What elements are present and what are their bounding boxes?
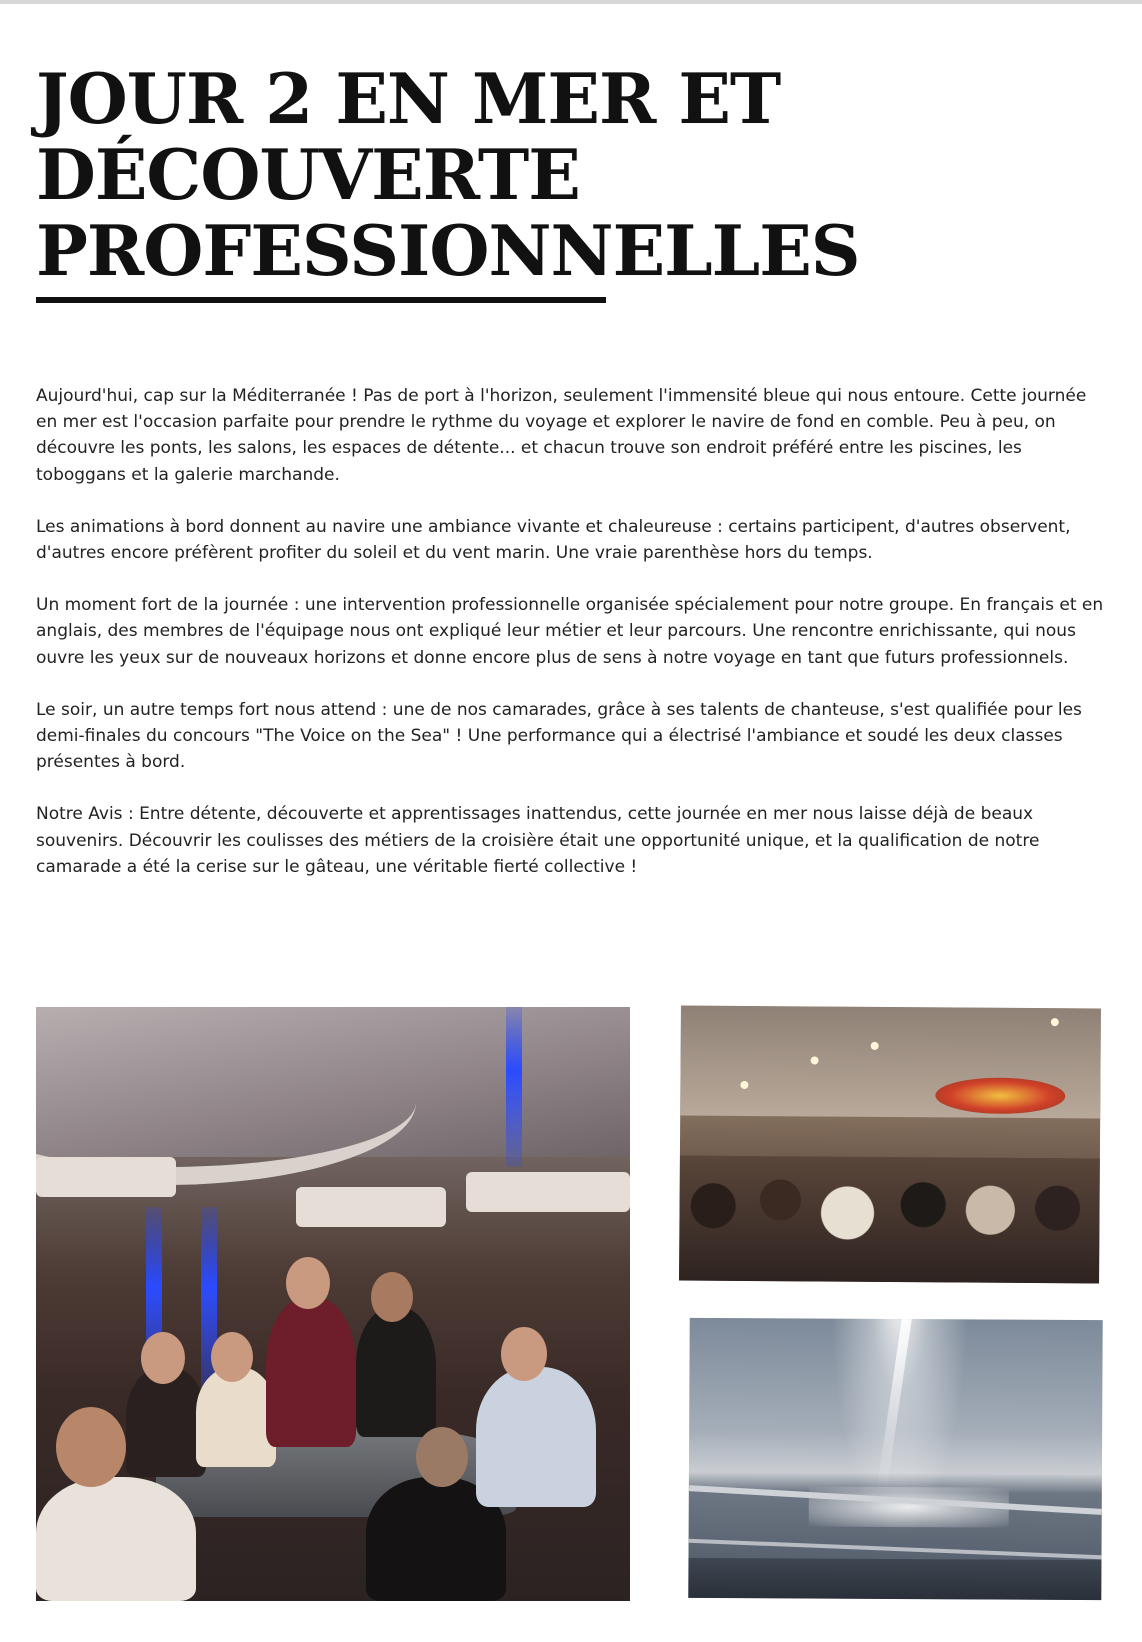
photo-person — [266, 1297, 356, 1447]
photo-person — [356, 1307, 436, 1437]
photo-audience — [679, 1156, 1100, 1284]
photo-person — [36, 1477, 196, 1601]
article-body — [36, 383, 1106, 906]
title-line-3: PROFESSIONNELLES — [36, 211, 860, 292]
photo-sea-view — [688, 1318, 1102, 1600]
paragraph-intro: Aujourd'hui, cap sur la Méditerranée ! Pas de port à l'horizon, seulement l'immensité bleue qui nous entoure. Cette journée en mer est l'occasion parfaite pour prendre le rythme du voyage et explorer le navire de fond en comble. Peu à peu, on découvre les ponts, les salons, les espaces de détente... et chacun trouve son endroit préféré entre les piscines, les toboggans et la galerie marchande. — [36, 386, 1087, 485]
photo-ceiling-light — [811, 1056, 819, 1064]
photo-person-head — [371, 1272, 413, 1322]
photo-ceiling-light — [871, 1042, 879, 1050]
title-line-2: DÉCOUVERTE — [36, 135, 580, 216]
photo-vent — [466, 1172, 630, 1212]
top-border — [0, 0, 1142, 4]
paragraph-animations: Les animations à bord donnent au navire une ambiance vivante et chaleureuse : certains participent, d'autres observent, d'autres encore préfèrent profiter du soleil et du vent marin. Une vraie parenthèse hors du temps. — [36, 516, 1071, 564]
photo-blue-light — [506, 1007, 522, 1167]
photo-ceiling-light — [740, 1081, 748, 1089]
title-line-1: JOUR 2 EN MER ET — [36, 59, 781, 140]
paragraph-opinion: Notre Avis : Entre détente, découverte et apprentissages inattendus, cette journée en mer nous laisse déjà de beaux souvenirs. Découvrir les coulisses des métiers de la croisière était une opportunité unique, et la qualification de notre camarade a été la cerise sur le gâteau, une véritable fierté collective ! — [36, 804, 1040, 877]
photo-person-head — [56, 1407, 126, 1487]
photo-person-head — [501, 1327, 547, 1381]
photo-person-head — [286, 1257, 330, 1309]
paragraph-evening: Le soir, un autre temps fort nous attend : une de nos camarades, grâce à ses talents de chanteuse, s'est qualifiée pour les demi-finales du concours "The Voice on the Sea" ! Une performance qui a électrisé l'ambiance et soudé les deux classes présentes à bord. — [36, 699, 1082, 773]
photo-meeting-room — [36, 1007, 630, 1601]
paragraph-professional: Un moment fort de la journée : une intervention professionnelle organisée spécialement pour notre groupe. En français et en anglais, des membres de l'équipage nous ont expliqué leur métier et leur parcours. Une rencontre enrichissante, qui nous ouvre les yeux sur de nouveaux horizons et donne encore plus de sens à notre voyage en tant que futurs professionnels. — [36, 595, 1104, 668]
photo-vent — [296, 1187, 446, 1227]
photo-person — [476, 1367, 596, 1507]
photo-deck — [688, 1558, 1101, 1600]
photo-person-head — [141, 1332, 185, 1384]
photo-auditorium — [679, 1006, 1101, 1284]
photo-ceiling-light — [1051, 1018, 1059, 1026]
title-underline — [36, 297, 606, 303]
page-title — [36, 59, 1036, 292]
photo-person-head — [416, 1427, 468, 1487]
photo-person-head — [211, 1332, 253, 1382]
photo-person — [196, 1367, 276, 1467]
photo-railing — [689, 1539, 1102, 1560]
photo-vent — [36, 1157, 176, 1197]
